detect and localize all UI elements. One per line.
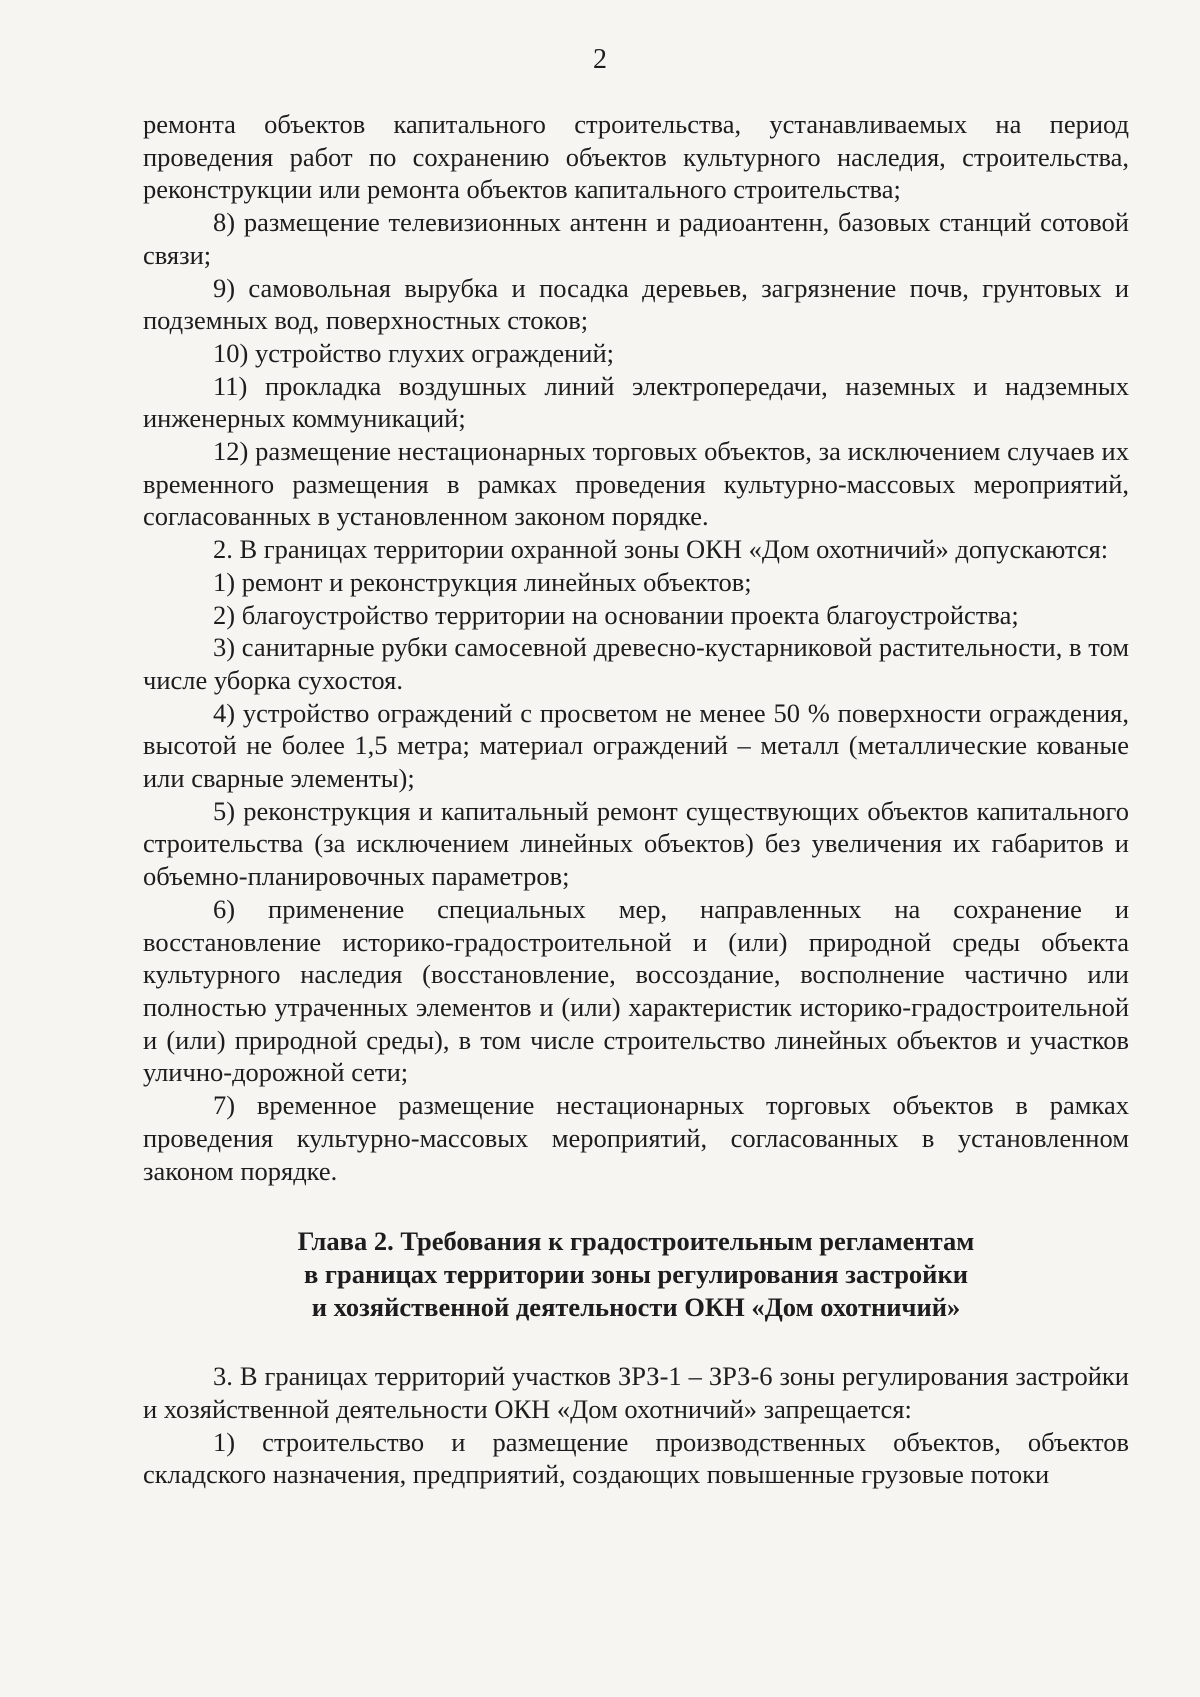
allowed-item-2: 2) благоустройство территории на основании проекта благоустройства; xyxy=(213,599,1019,630)
prohibited-item-1: 1) строительство и размещение производственных объектов, объектов складского назначения, предприятий, создающих повышенные грузовые потоки xyxy=(143,1426,1129,1490)
list-item-10: 10) устройство глухих ограждений; xyxy=(213,337,614,368)
chapter-heading xyxy=(143,1225,1129,1323)
clause-2: 2. В границах территории охранной зоны ОКН «Дом охотничий» допускаются: xyxy=(213,534,1109,565)
allowed-item-6: 6) применение специальных мер, направленных на сохранение и восстановление историко-градостроительной и (или) природной среды объекта культурного наследия (восстановление, воссоздание, восполнение частично или полностью утраченных элементов и (или) характеристик историко-градостроительной и (или) природной среды), в том числе строительство линейных объектов и участков улично-дорожной сети; xyxy=(143,893,1129,1088)
chapter-heading-line-1: Глава 2. Требования к градостроительным регламентам xyxy=(297,1226,975,1257)
allowed-item-1: 1) ремонт и реконструкция линейных объектов; xyxy=(213,566,752,597)
allowed-item-3: 3) санитарные рубки самосевной древесно-кустарниковой растительности, в том числе уборка сухостоя. xyxy=(143,632,1129,695)
allowed-item-7: 7) временное размещение нестационарных торговых объектов в рамках проведения культурно-массовых мероприятий, согласованных в установленном законом порядке. xyxy=(143,1090,1129,1186)
list-item-12: 12) размещение нестационарных торговых объектов, за исключением случаев их временного размещения в рамках проведения культурно-массовых мероприятий, согласованных в установленном законом порядке. xyxy=(143,436,1129,532)
list-item-9: 9) самовольная вырубка и посадка деревьев, загрязнение почв, грунтовых и подземных вод, поверхностных стоков; xyxy=(143,272,1129,336)
list-item-11: 11) прокладка воздушных линий электропередачи, наземных и надземных инженерных коммуникаций; xyxy=(143,370,1129,434)
list-item-8: 8) размещение телевизионных антенн и радиоантенн, базовых станций сотовой связи; xyxy=(143,207,1129,270)
document-body xyxy=(143,108,1129,1491)
allowed-item-4: 4) устройство ограждений с просветом не менее 50 % поверхности ограждения, высотой не более 1,5 метра; материал ограждений – металл (металлические кованые или сварные элементы); xyxy=(143,697,1129,794)
paragraph-continuation: ремонта объектов капитального строительства, устанавливаемых на период проведения работ по сохранению объектов культурного наследия, строительства, реконструкции или ремонта объектов капитального строительства; xyxy=(143,109,1129,205)
chapter-heading-line-2: в границах территории зоны регулирования застройки xyxy=(303,1258,968,1289)
allowed-item-5: 5) реконструкция и капитальный ремонт существующих объектов капитального строительства (за исключением линейных объектов) без увеличения их габаритов и объемно-планировочных параметров; xyxy=(143,795,1129,892)
page-number: 2 xyxy=(593,44,607,75)
clause-3: 3. В границах территорий участков ЗРЗ-1 – ЗРЗ-6 зоны регулирования застройки и хозяйственной деятельности ОКН «Дом охотничий» запрещается: xyxy=(143,1361,1129,1425)
chapter-heading-line-3: и хозяйственной деятельности ОКН «Дом охотничий» xyxy=(311,1291,961,1322)
